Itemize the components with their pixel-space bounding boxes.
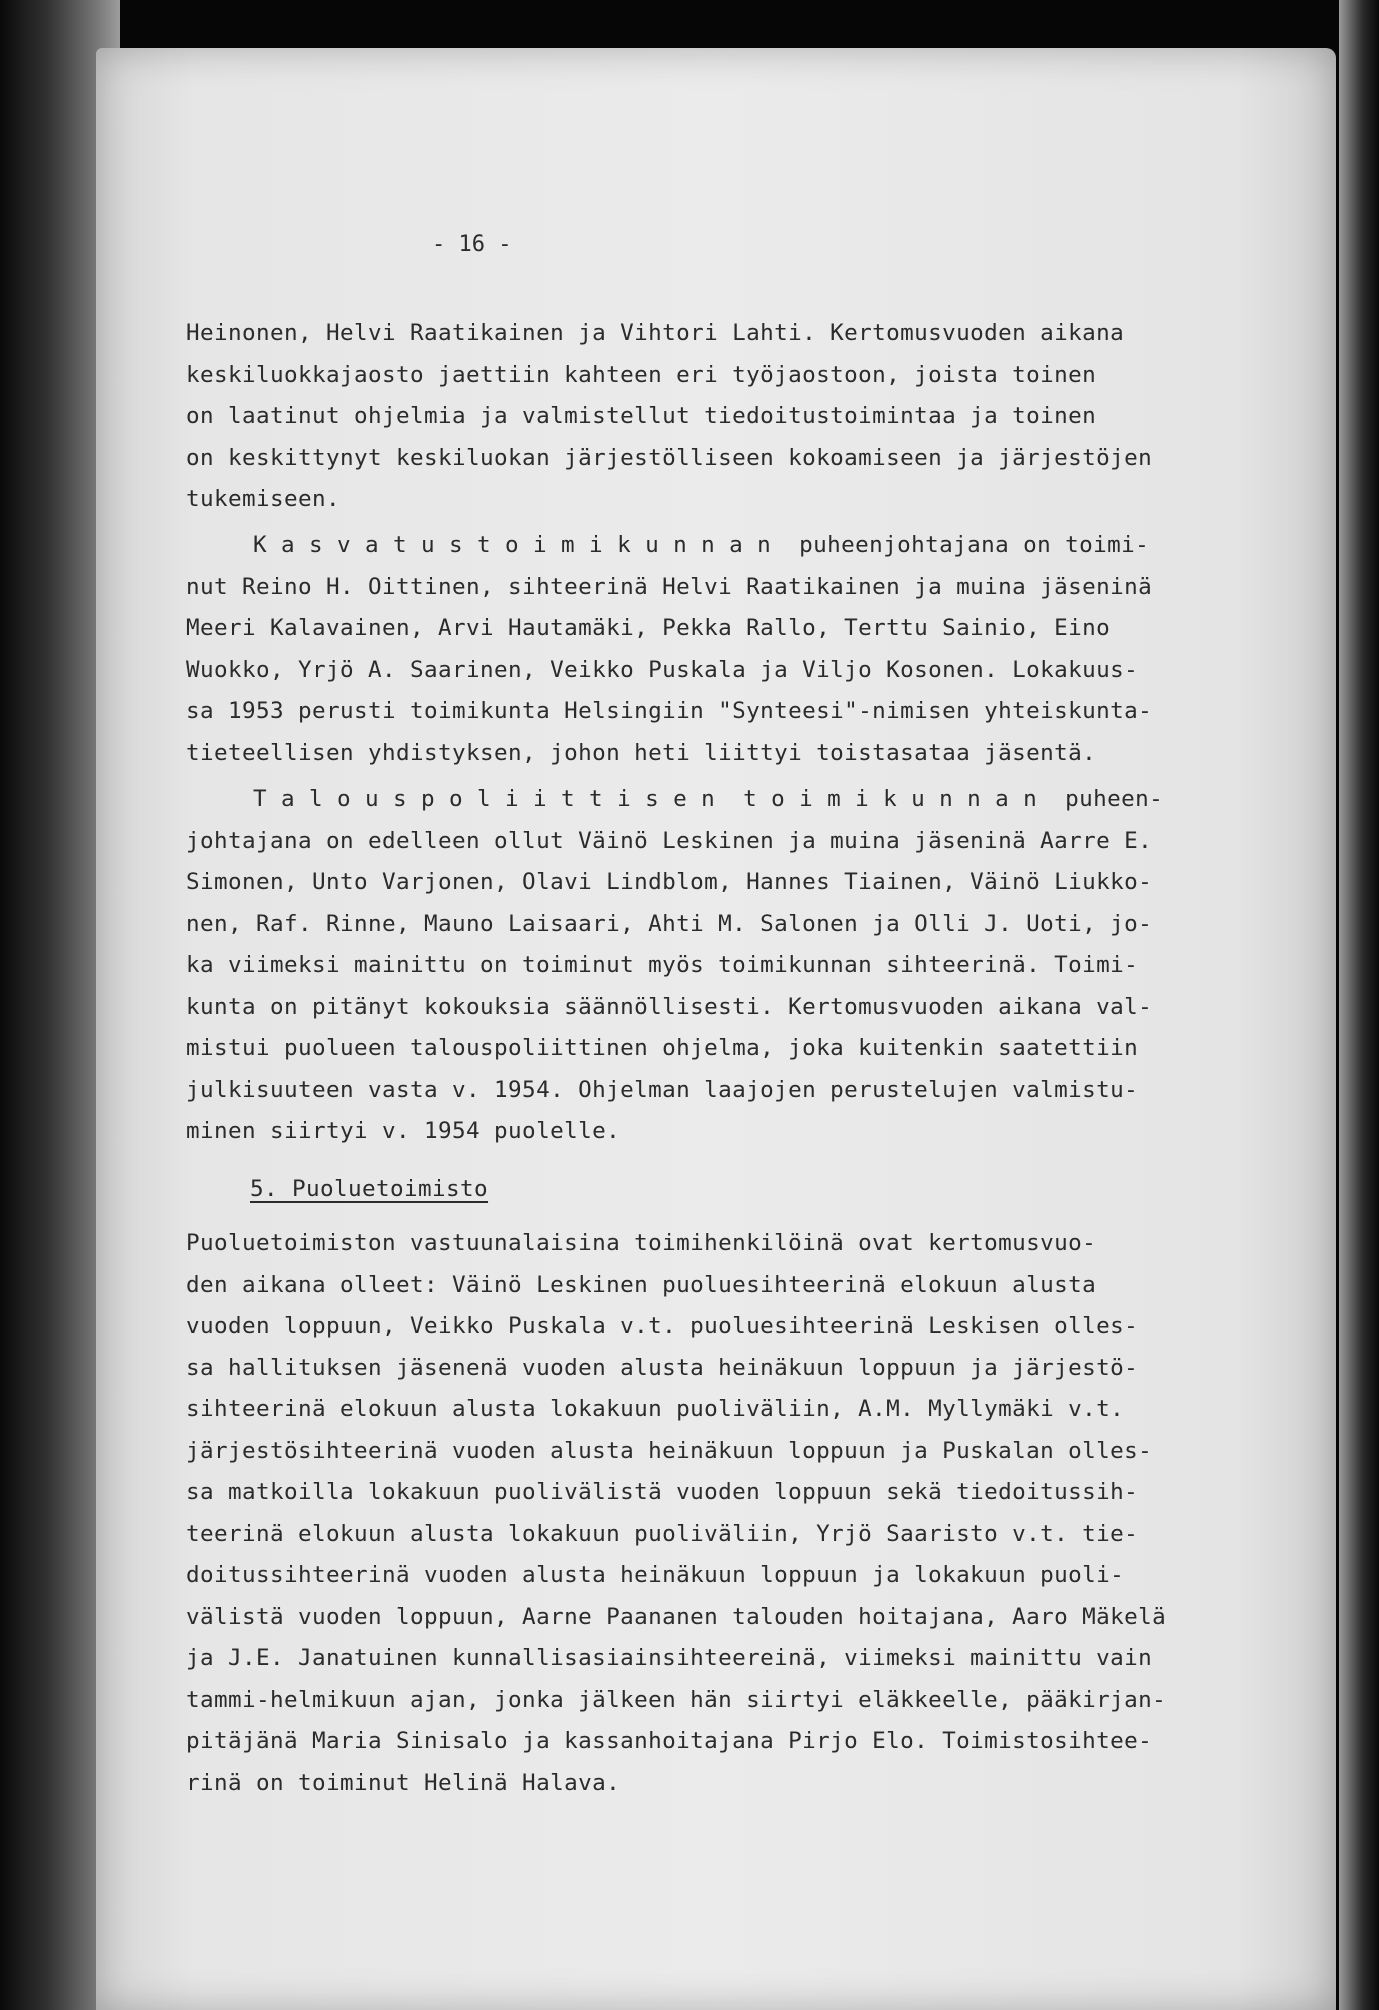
text-line: välistä vuoden loppuun, Aarne Paananen talouden hoitajana, Aaro Mäkelä <box>186 1604 1167 1630</box>
text-line: nut Reino H. Oittinen, sihteerinä Helvi Raatikainen ja muina jäseninä <box>186 574 1153 600</box>
text-line: Wuokko, Yrjö A. Saarinen, Veikko Puskala ja Viljo Kosonen. Lokakuus- <box>186 657 1139 683</box>
text-line: pitäjänä Maria Sinisalo ja kassanhoitajana Pirjo Elo. Toimistosihtee- <box>186 1728 1153 1754</box>
text-line: sa 1953 perusti toimikunta Helsingiin "Synteesi"-nimisen yhteiskunta- <box>186 698 1153 724</box>
text-line: sihteerinä elokuun alusta lokakuun puoliväliin, A.M. Myllymäki v.t. <box>186 1396 1125 1422</box>
text-line: keskiluokkajaosto jaettiin kahteen eri työjaostoon, joista toinen <box>186 362 1097 388</box>
text-line: on laatinut ohjelmia ja valmistellut tiedoitustoimintaa ja toinen <box>186 403 1097 429</box>
text-line: den aikana olleet: Väinö Leskinen puoluesihteerinä elokuun alusta <box>186 1272 1097 1298</box>
text-line: tieteellisen yhdistyksen, johon heti liittyi toistasataa jäsentä. <box>186 740 1097 766</box>
text-line: ka viimeksi mainittu on toiminut myös toimikunnan sihteerinä. Toimi- <box>186 952 1139 978</box>
page-edge-shadow <box>1339 0 1379 2010</box>
text-line: teerinä elokuun alusta lokakuun puoliväliin, Yrjö Saaristo v.t. tie- <box>186 1521 1139 1547</box>
text-line: vuoden loppuun, Veikko Puskala v.t. puoluesihteerinä Leskisen olles- <box>186 1313 1139 1339</box>
text-line: sa matkoilla lokakuun puolivälistä vuoden loppuun sekä tiedoitussih- <box>186 1479 1139 1505</box>
text-line: on keskittynyt keskiluokan järjestölliseen kokoamiseen ja järjestöjen <box>186 445 1153 471</box>
text-line: rinä on toiminut Helinä Halava. <box>186 1770 621 1796</box>
text-line: tukemiseen. <box>186 486 341 512</box>
text-line: K a s v a t u s t o i m i k u n n a n puheenjohtajana on toimi- <box>253 532 1150 558</box>
text-line: julkisuuteen vasta v. 1954. Ohjelman laajojen perustelujen valmistu- <box>186 1077 1139 1103</box>
text-line: T a l o u s p o l i i t t i s e n t o i m i k u n n a n puheen- <box>253 786 1164 812</box>
text-line: Puoluetoimiston vastuunalaisina toimihenkilöinä ovat kertomusvuo- <box>186 1230 1097 1256</box>
text-line: kunta on pitänyt kokouksia säännöllisesti. Kertomusvuoden aikana val- <box>186 994 1153 1020</box>
text-line: järjestösihteerinä vuoden alusta heinäkuun loppuun ja Puskalan olles- <box>186 1438 1153 1464</box>
text-line: sa hallituksen jäsenenä vuoden alusta heinäkuun loppuun ja järjestö- <box>186 1355 1139 1381</box>
text-line: minen siirtyi v. 1954 puolelle. <box>186 1118 621 1144</box>
page-number: - 16 - <box>432 232 512 257</box>
text-line: doitussihteerinä vuoden alusta heinäkuun loppuun ja lokakuun puoli- <box>186 1562 1125 1588</box>
text-line: ja J.E. Janatuinen kunnallisasiainsihteereinä, viimeksi mainittu vain <box>186 1645 1153 1671</box>
section-heading: 5. Puoluetoimisto <box>250 1176 489 1202</box>
text-line: Heinonen, Helvi Raatikainen ja Vihtori Lahti. Kertomusvuoden aikana <box>186 320 1125 346</box>
text-line: johtajana on edelleen ollut Väinö Leskinen ja muina jäseninä Aarre E. <box>186 828 1153 854</box>
text-line: nen, Raf. Rinne, Mauno Laisaari, Ahti M. Salonen ja Olli J. Uoti, jo- <box>186 911 1153 937</box>
text-line: Meeri Kalavainen, Arvi Hautamäki, Pekka Rallo, Terttu Sainio, Eino <box>186 615 1111 641</box>
text-line: tammi-helmikuun ajan, jonka jälkeen hän siirtyi eläkkeelle, pääkirjan- <box>186 1687 1167 1713</box>
text-line: mistui puolueen talouspoliittinen ohjelma, joka kuitenkin saatettiin <box>186 1035 1139 1061</box>
text-line: Simonen, Unto Varjonen, Olavi Lindblom, Hannes Tiainen, Väinö Liukko- <box>186 869 1153 895</box>
